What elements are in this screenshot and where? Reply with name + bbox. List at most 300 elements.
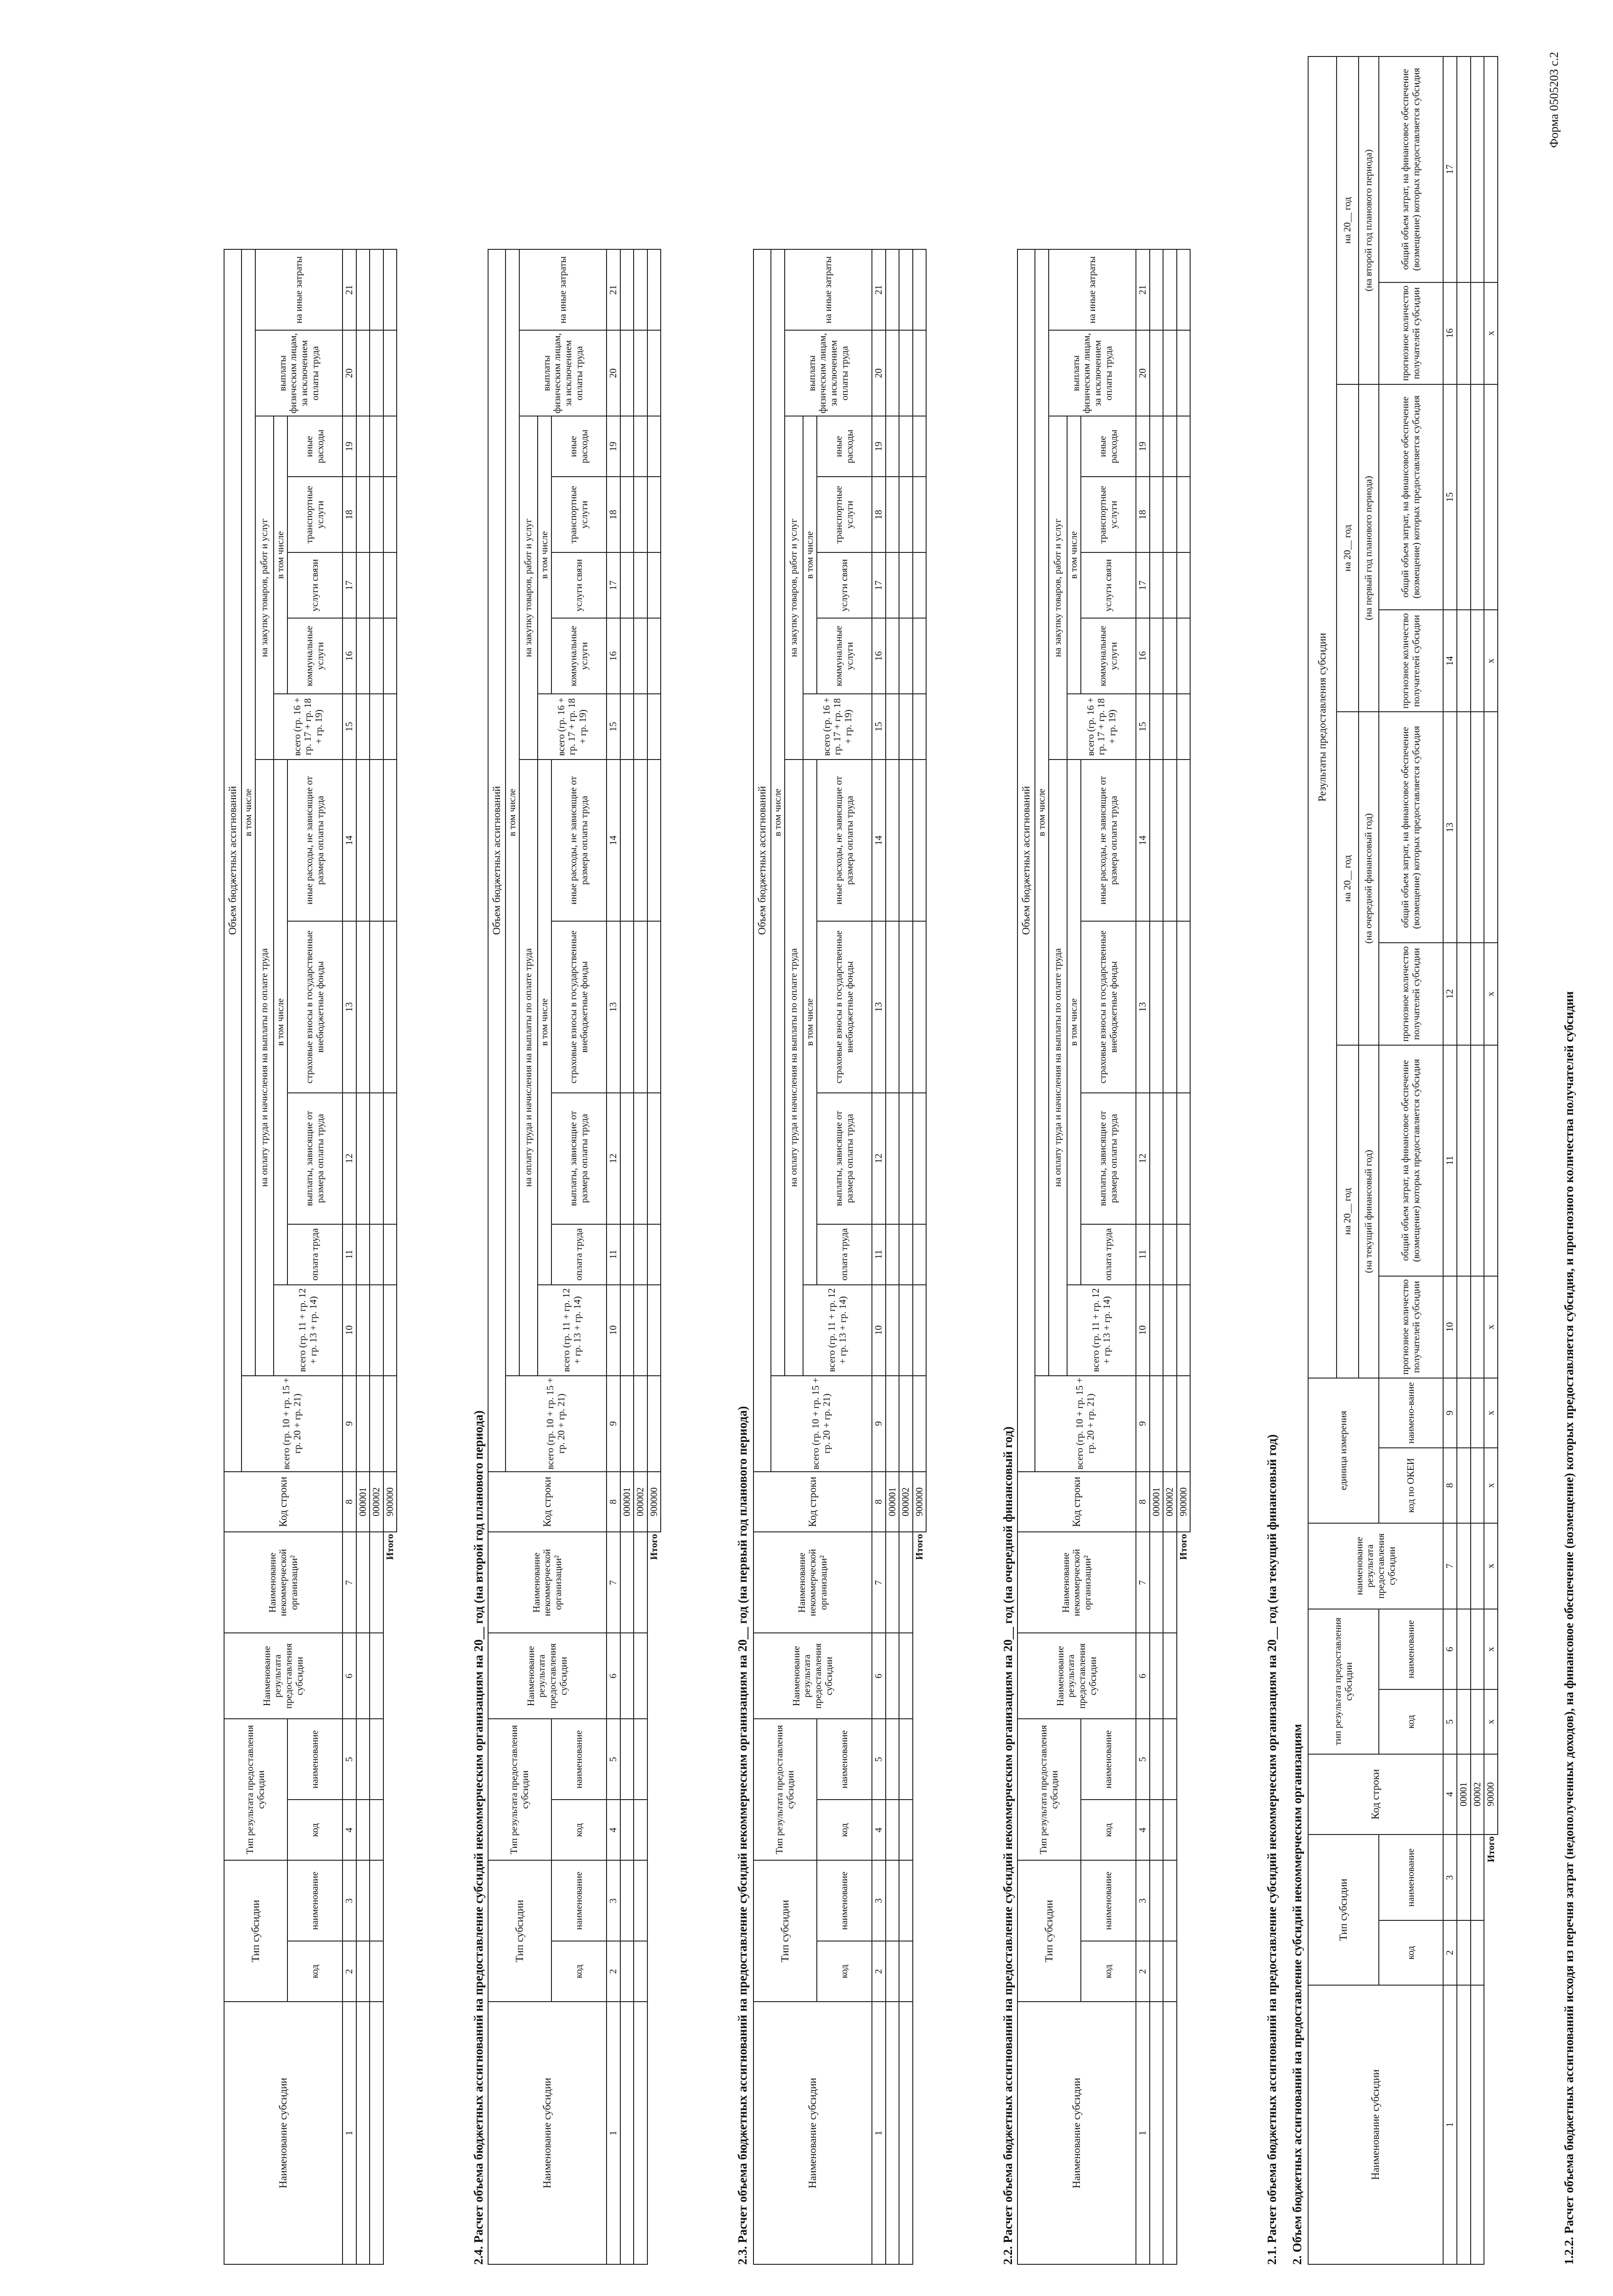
cell[interactable]	[886, 1633, 899, 1719]
col-num: 14	[343, 760, 356, 921]
cell[interactable]	[634, 416, 647, 477]
cell[interactable]	[620, 552, 634, 618]
h-pay-related: выплаты, зависящие от размера оплаты труда	[817, 1093, 872, 1224]
cell[interactable]	[899, 1224, 913, 1285]
cell[interactable]	[383, 1224, 397, 1285]
cell[interactable]	[634, 921, 647, 1093]
col-num: 12	[1443, 943, 1457, 1045]
cell[interactable]	[886, 249, 899, 330]
cell[interactable]	[620, 416, 634, 477]
cell[interactable]	[1150, 477, 1163, 552]
cell[interactable]	[1457, 712, 1471, 943]
cell[interactable]	[899, 330, 913, 416]
cell[interactable]	[899, 477, 913, 552]
cell[interactable]	[899, 1285, 913, 1376]
cell[interactable]	[356, 1224, 370, 1285]
cell[interactable]	[1163, 1376, 1177, 1472]
cell[interactable]	[1471, 384, 1484, 610]
cell[interactable]	[356, 1860, 370, 1941]
cell[interactable]	[370, 1800, 383, 1860]
cell[interactable]	[1457, 282, 1471, 384]
cell[interactable]	[886, 1093, 899, 1224]
h-labor-total: всего (гр. 11 + гр. 12 + гр. 13 + гр. 14)	[1067, 1285, 1136, 1376]
h-incl: в том числе	[274, 760, 287, 1285]
cell[interactable]	[647, 1285, 661, 1376]
row-code: 000002	[1163, 1472, 1177, 1532]
h-transport: транспортные услуги	[551, 477, 607, 552]
cell[interactable]	[370, 1285, 383, 1376]
cell[interactable]	[899, 1376, 913, 1472]
cell[interactable]	[1150, 1633, 1163, 1719]
h-rtype-code: код	[1081, 1800, 1136, 1860]
cell[interactable]	[620, 1719, 634, 1800]
cell[interactable]	[1163, 760, 1177, 921]
table-row	[1150, 249, 1163, 2264]
cell[interactable]	[370, 760, 383, 921]
cell[interactable]	[620, 1941, 634, 2002]
cell[interactable]	[1150, 1860, 1163, 1941]
cell[interactable]	[1163, 1800, 1177, 1860]
col-num: 2	[1443, 1920, 1457, 1985]
h-result-name: наименование результата предоставления субсидии	[1308, 1523, 1443, 1609]
cell[interactable]	[899, 1800, 913, 1860]
col-num: 19	[1136, 416, 1150, 477]
cell[interactable]	[1163, 416, 1177, 477]
h-total: всего (гр. 10 + гр. 15 + гр. 20 + гр. 21)	[506, 1376, 607, 1472]
cell[interactable]	[1150, 1532, 1163, 1633]
cell[interactable]	[886, 1800, 899, 1860]
col-numbers-row	[1136, 249, 1150, 2264]
cell[interactable]	[1471, 1378, 1484, 1448]
cell[interactable]	[620, 477, 634, 552]
cell[interactable]	[1471, 282, 1484, 384]
cell[interactable]	[886, 2002, 899, 2264]
cell[interactable]	[370, 1860, 383, 1941]
cell[interactable]	[383, 1093, 397, 1224]
cell[interactable]	[356, 1719, 370, 1800]
cell[interactable]	[370, 477, 383, 552]
cell[interactable]	[1150, 618, 1163, 694]
cell[interactable]	[647, 921, 661, 1093]
cell[interactable]	[620, 330, 634, 416]
cell[interactable]	[1163, 1093, 1177, 1224]
cell[interactable]	[370, 1532, 383, 1633]
col-num: 16	[343, 618, 356, 694]
h-type-title: наименование	[817, 1860, 872, 1941]
h-type-title: наименование	[287, 1860, 343, 1941]
cell[interactable]	[1177, 618, 1191, 694]
col-num: 5	[343, 1719, 356, 1800]
cell[interactable]	[356, 694, 370, 760]
cell[interactable]	[370, 249, 383, 330]
h-phys: выплаты физическим лицам, за исключением оплаты труда	[255, 330, 343, 416]
h-labor-total: всего (гр. 11 + гр. 12 + гр. 13 + гр. 14)	[274, 1285, 343, 1376]
cell[interactable]	[899, 921, 913, 1093]
cell[interactable]	[1484, 56, 1498, 282]
cell[interactable]	[620, 618, 634, 694]
cell[interactable]	[647, 477, 661, 552]
cell[interactable]	[886, 477, 899, 552]
cell[interactable]	[913, 1093, 927, 1224]
cell[interactable]	[370, 1224, 383, 1285]
cell[interactable]	[647, 618, 661, 694]
cell[interactable]	[370, 618, 383, 694]
cell[interactable]	[1163, 2002, 1177, 2264]
cell[interactable]	[647, 1224, 661, 1285]
cell[interactable]	[1163, 1941, 1177, 2002]
cell[interactable]	[913, 330, 927, 416]
col-num: 12	[872, 1093, 886, 1224]
cell[interactable]	[899, 1633, 913, 1719]
cell[interactable]	[1163, 1285, 1177, 1376]
table-row	[899, 249, 913, 2264]
cell[interactable]	[620, 1376, 634, 1472]
cell[interactable]	[886, 1285, 899, 1376]
cell[interactable]	[1163, 1224, 1177, 1285]
cell[interactable]	[370, 552, 383, 618]
cell[interactable]	[356, 1285, 370, 1376]
cell[interactable]	[1177, 1285, 1191, 1376]
cell[interactable]	[356, 618, 370, 694]
cell[interactable]	[1457, 56, 1471, 282]
cell[interactable]	[1177, 1376, 1191, 1472]
cell[interactable]	[356, 330, 370, 416]
cell[interactable]	[1177, 330, 1191, 416]
cell[interactable]	[383, 552, 397, 618]
h-rtype-title: наименование	[817, 1719, 872, 1800]
x-mark: x	[1484, 1448, 1498, 1523]
cell[interactable]	[634, 1800, 647, 1860]
cell[interactable]	[1471, 712, 1484, 943]
cell[interactable]	[1163, 1633, 1177, 1719]
cell[interactable]	[1457, 1835, 1471, 1920]
cell[interactable]	[370, 1719, 383, 1800]
cell[interactable]	[356, 1093, 370, 1224]
cell[interactable]	[1471, 610, 1484, 712]
cell[interactable]	[634, 330, 647, 416]
cell[interactable]	[383, 618, 397, 694]
cell[interactable]	[1163, 552, 1177, 618]
cell[interactable]	[383, 760, 397, 921]
cell[interactable]	[370, 416, 383, 477]
cell[interactable]	[1177, 694, 1191, 760]
cell[interactable]	[913, 1224, 927, 1285]
cell[interactable]	[634, 477, 647, 552]
cell[interactable]	[634, 1224, 647, 1285]
cell[interactable]	[1150, 1285, 1163, 1376]
cell[interactable]	[620, 1285, 634, 1376]
cell[interactable]	[899, 552, 913, 618]
cell[interactable]	[1471, 56, 1484, 282]
cell[interactable]	[886, 694, 899, 760]
cell[interactable]	[886, 1860, 899, 1941]
cell[interactable]	[647, 1376, 661, 1472]
cell[interactable]	[647, 1093, 661, 1224]
cell[interactable]	[1150, 416, 1163, 477]
cell[interactable]	[620, 1860, 634, 1941]
col-num: 13	[872, 921, 886, 1093]
cell[interactable]	[1150, 694, 1163, 760]
cell[interactable]	[1150, 1941, 1163, 2002]
cell[interactable]	[634, 618, 647, 694]
cell[interactable]	[356, 552, 370, 618]
cell[interactable]	[383, 330, 397, 416]
cell[interactable]	[1457, 1920, 1471, 1985]
cell[interactable]	[1163, 249, 1177, 330]
cell[interactable]	[1150, 249, 1163, 330]
cell[interactable]	[356, 1633, 370, 1719]
total-code: 90000	[1484, 1754, 1498, 1835]
cell[interactable]	[647, 552, 661, 618]
cell[interactable]	[1163, 1719, 1177, 1800]
cell[interactable]	[356, 921, 370, 1093]
cell[interactable]	[634, 1860, 647, 1941]
col-num: 21	[872, 249, 886, 330]
cell[interactable]	[1177, 416, 1191, 477]
cell[interactable]	[634, 1719, 647, 1800]
cell[interactable]	[1150, 760, 1163, 921]
cell[interactable]	[1163, 921, 1177, 1093]
col-num: 8	[1443, 1448, 1457, 1523]
cell[interactable]	[899, 2002, 913, 2264]
cell[interactable]	[1150, 1224, 1163, 1285]
cell[interactable]	[1150, 1719, 1163, 1800]
cell[interactable]	[886, 330, 899, 416]
cell[interactable]	[1163, 330, 1177, 416]
cell[interactable]	[1457, 384, 1471, 610]
cell[interactable]	[634, 1093, 647, 1224]
cell[interactable]	[1457, 1378, 1471, 1448]
h-goods-total: всего (гр. 16 + гр. 17 + гр. 18 + гр. 19)	[274, 694, 343, 760]
cell[interactable]	[383, 1376, 397, 1472]
cell[interactable]	[370, 1093, 383, 1224]
cell[interactable]	[634, 1633, 647, 1719]
cell[interactable]	[620, 249, 634, 330]
cell[interactable]	[1471, 1609, 1484, 1689]
cell[interactable]	[647, 760, 661, 921]
cell[interactable]	[913, 760, 927, 921]
cell[interactable]	[356, 1376, 370, 1472]
cell[interactable]	[886, 1941, 899, 2002]
cell[interactable]	[899, 1093, 913, 1224]
cell[interactable]	[634, 760, 647, 921]
cell[interactable]	[356, 760, 370, 921]
col-num: 17	[1443, 56, 1457, 282]
cell[interactable]	[356, 2002, 370, 2264]
cell[interactable]	[647, 249, 661, 330]
cell[interactable]	[620, 694, 634, 760]
cell[interactable]	[886, 1224, 899, 1285]
table-row	[1471, 56, 1484, 2264]
col-num: 1	[607, 2002, 620, 2264]
cell[interactable]	[620, 2002, 634, 2264]
cell[interactable]	[886, 1376, 899, 1472]
cell[interactable]	[383, 921, 397, 1093]
cell[interactable]	[913, 1376, 927, 1472]
cell[interactable]	[1471, 1835, 1484, 1920]
cell[interactable]	[1457, 1609, 1471, 1689]
cell[interactable]	[620, 1093, 634, 1224]
cell[interactable]	[886, 1719, 899, 1800]
col-num: 6	[1136, 1633, 1150, 1719]
col-num: 3	[343, 1860, 356, 1941]
cell[interactable]	[886, 618, 899, 694]
cell[interactable]	[1150, 2002, 1163, 2264]
row-code: 000002	[634, 1472, 647, 1532]
cell[interactable]	[1471, 1276, 1484, 1378]
cell[interactable]	[1150, 921, 1163, 1093]
cell[interactable]	[899, 416, 913, 477]
cell[interactable]	[620, 760, 634, 921]
cell[interactable]	[913, 618, 927, 694]
cell[interactable]	[647, 694, 661, 760]
cell[interactable]	[1457, 1689, 1471, 1754]
cell[interactable]	[647, 416, 661, 477]
cell[interactable]	[1471, 1448, 1484, 1523]
cell[interactable]	[1457, 1985, 1471, 2264]
cell[interactable]	[886, 760, 899, 921]
cell[interactable]	[356, 1941, 370, 2002]
cell[interactable]	[383, 416, 397, 477]
cell[interactable]	[1457, 610, 1471, 712]
cell[interactable]	[886, 1532, 899, 1633]
cell[interactable]	[913, 1285, 927, 1376]
cell[interactable]	[913, 552, 927, 618]
cell[interactable]	[1457, 943, 1471, 1045]
col-num: 6	[1443, 1609, 1457, 1689]
cell[interactable]	[1177, 1093, 1191, 1224]
cell[interactable]	[899, 694, 913, 760]
cell[interactable]	[634, 1941, 647, 2002]
cell[interactable]	[370, 921, 383, 1093]
cell[interactable]	[1471, 1920, 1484, 1985]
cell[interactable]	[1150, 330, 1163, 416]
col-num: 18	[1136, 477, 1150, 552]
cell[interactable]	[634, 694, 647, 760]
cell[interactable]	[899, 618, 913, 694]
cell[interactable]	[620, 1800, 634, 1860]
cell[interactable]	[1177, 760, 1191, 921]
cell[interactable]	[886, 921, 899, 1093]
h-labor: на оплату труда и начисления на выплаты по оплате труда	[519, 760, 538, 1376]
h-insurance: страховые взносы в государственные внебюджетные фонды	[817, 921, 872, 1093]
cell[interactable]	[899, 760, 913, 921]
cell[interactable]	[1471, 1045, 1484, 1276]
cell[interactable]	[370, 1633, 383, 1719]
cell[interactable]	[356, 477, 370, 552]
total-row	[913, 249, 927, 2264]
cell[interactable]	[1484, 1045, 1498, 1276]
cell[interactable]	[913, 477, 927, 552]
col-num: 17	[343, 552, 356, 618]
cell[interactable]	[1471, 1985, 1484, 2264]
cell[interactable]	[634, 552, 647, 618]
cell[interactable]	[370, 1376, 383, 1472]
col-numbers-row	[872, 249, 886, 2264]
cell[interactable]	[647, 330, 661, 416]
cell[interactable]	[1177, 477, 1191, 552]
cell[interactable]	[370, 2002, 383, 2264]
h-row-code: Код строки	[1308, 1754, 1443, 1835]
cell[interactable]	[634, 1376, 647, 1472]
cell[interactable]	[1150, 1800, 1163, 1860]
cell[interactable]	[899, 1719, 913, 1800]
cell[interactable]	[370, 330, 383, 416]
cell[interactable]	[1163, 1860, 1177, 1941]
cell[interactable]	[1457, 1276, 1471, 1378]
cell[interactable]	[899, 249, 913, 330]
cell[interactable]	[1163, 477, 1177, 552]
col-num: 16	[1443, 282, 1457, 384]
cell[interactable]	[899, 1941, 913, 2002]
cell[interactable]	[1177, 1224, 1191, 1285]
cell[interactable]	[383, 477, 397, 552]
cell[interactable]	[913, 921, 927, 1093]
cell[interactable]	[634, 2002, 647, 2264]
h-result-type: Тип результата предоставления субсидии	[488, 1719, 551, 1860]
cell[interactable]	[620, 1532, 634, 1633]
cell[interactable]	[1457, 1045, 1471, 1276]
col-num: 4	[607, 1800, 620, 1860]
cell[interactable]	[1150, 1376, 1163, 1472]
cell[interactable]	[356, 416, 370, 477]
cell[interactable]	[1150, 552, 1163, 618]
cell[interactable]	[913, 694, 927, 760]
cell[interactable]	[899, 1532, 913, 1633]
cell[interactable]	[1457, 1448, 1471, 1523]
h-year-4-sub: (на второй год планового периода)	[1359, 56, 1379, 384]
cell[interactable]	[620, 921, 634, 1093]
cell[interactable]	[620, 1633, 634, 1719]
cell[interactable]	[356, 1800, 370, 1860]
cell[interactable]	[370, 694, 383, 760]
cell[interactable]	[1163, 1532, 1177, 1633]
col-num: 15	[1443, 384, 1457, 610]
cell[interactable]	[1484, 384, 1498, 610]
cell[interactable]	[383, 1285, 397, 1376]
cell[interactable]	[886, 552, 899, 618]
cell[interactable]	[1163, 694, 1177, 760]
cell[interactable]	[356, 1532, 370, 1633]
col-num: 9	[1136, 1376, 1150, 1472]
cell[interactable]	[899, 1860, 913, 1941]
cell[interactable]	[886, 416, 899, 477]
cell[interactable]	[383, 694, 397, 760]
cell[interactable]	[370, 1941, 383, 2002]
subtable-title: 2.3. Расчет объема бюджетных ассигнований на предоставление субсидий некоммерческим организациям на 20__ год (на первый год планового периода)	[736, 1406, 749, 2265]
cell[interactable]	[1177, 249, 1191, 330]
h-type-title: наименование	[1081, 1860, 1136, 1941]
cell[interactable]	[913, 416, 927, 477]
cell[interactable]	[1471, 1523, 1484, 1609]
h-pay-related: выплаты, зависящие от размера оплаты труда	[551, 1093, 607, 1224]
cell[interactable]	[1150, 1093, 1163, 1224]
cell[interactable]	[1484, 712, 1498, 943]
cell[interactable]	[1457, 1523, 1471, 1609]
cell[interactable]	[634, 1532, 647, 1633]
cell[interactable]	[634, 1285, 647, 1376]
cell[interactable]	[356, 249, 370, 330]
cell[interactable]	[1471, 943, 1484, 1045]
cell[interactable]	[1177, 921, 1191, 1093]
cell[interactable]	[913, 249, 927, 330]
cell[interactable]	[1163, 618, 1177, 694]
cell[interactable]	[634, 249, 647, 330]
cell[interactable]	[620, 1224, 634, 1285]
cell[interactable]	[1177, 552, 1191, 618]
cell[interactable]	[383, 249, 397, 330]
cell[interactable]	[1471, 1689, 1484, 1754]
